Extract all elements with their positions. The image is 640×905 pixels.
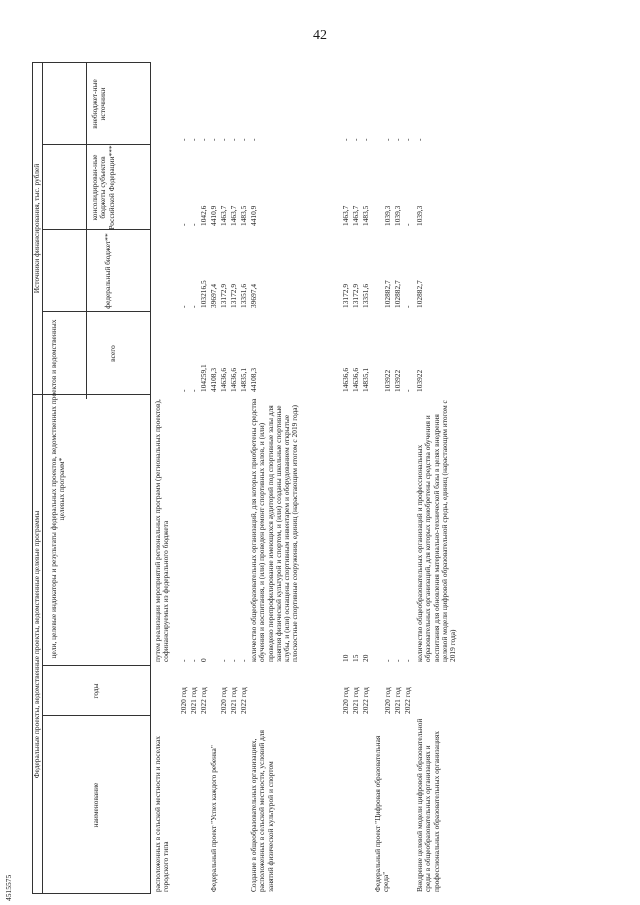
b2-federal: 13351,6 (239, 283, 248, 308)
continued-goal: путем реализации мероприятий региональных программ (региональных проектов), софинансируемых из федерального бюджета (153, 399, 171, 662)
b4-federal: - (403, 305, 412, 308)
page-number: 42 (313, 28, 327, 43)
b5-federal: 102882,7 (415, 280, 424, 308)
b4-total: 103922 (393, 369, 402, 392)
b3-federal-head: 39697,4 (249, 283, 258, 308)
b2-regional: 1483,5 (239, 205, 248, 226)
b4-total: 103922 (383, 369, 392, 392)
header-total: всего (108, 345, 117, 362)
b4-year: 2021 год (393, 687, 402, 714)
b3-goal: количество общеобразовательных организаций, для которых приобретены средства обучения и воспитания, и (или) проведен ремонт спортивных залов, и (или) проведено перепрофилирование имеющихся аудиторий под спортивные залы для занятия физической культурой и спортом, и (или) созданы школьные спортивные клубы, и (или) оснащены спортивным инвентарем и оборудованием открытые плоскостные спортивные сооружения, единиц (нарастающим итогом с 2019 года) (249, 398, 300, 662)
b1-goal-value: 0 (199, 658, 208, 662)
b2-total: 14636,6 (219, 367, 228, 392)
b1-federal: 103216,5 (199, 280, 208, 308)
continued-name: расположенных в сельской местности и поселках городского типа (153, 736, 171, 892)
b4-goal-value: - (393, 659, 402, 662)
b2-regional: 1463,7 (229, 205, 238, 226)
b3-extra: - (341, 138, 350, 141)
header-goals: цели, целевые индикаторы и результаты федеральных проектов, ведомственных проектов и ведомственных целевых программ* (49, 319, 67, 659)
rotated-table (32, 62, 624, 894)
b4-regional: 1039,3 (393, 205, 402, 226)
b4-year: 2022 год (403, 687, 412, 714)
b2-federal-head: 39697,4 (209, 283, 218, 308)
b2-total: 14835,1 (239, 367, 248, 392)
header-financing: Источники финансирования, тыс. рублей (32, 163, 41, 294)
b2-total-head: 44108,3 (209, 367, 218, 392)
b4-extra: - (383, 138, 392, 141)
b2-year: 2022 год (239, 687, 248, 714)
b2-federal: 13172,9 (229, 283, 238, 308)
b2-year: 2020 год (219, 687, 228, 714)
b1-total: - (179, 389, 188, 392)
b1-goal-value: - (179, 659, 188, 662)
b4-federal: 102882,7 (383, 280, 392, 308)
b3-goal-value: 20 (361, 654, 370, 662)
b4-goal-value: - (403, 659, 412, 662)
b3-federal: 13172,9 (341, 283, 350, 308)
b3-regional-head: 4410,9 (249, 205, 258, 226)
b1-extra: - (199, 138, 208, 141)
b5-goal: количество общеобразовательных организаций и профессиональных образовательных организаций, для которых приобретены средства обучения и воспитания для обновления материально-технической базы в целях внедрения целевой модели цифровой образовательной среды, единиц (нарастающим итогом с 2019 года) (415, 400, 458, 662)
b2-goal-value: - (229, 659, 238, 662)
b2-federal: 13172,9 (219, 283, 228, 308)
b3-federal: 13351,6 (361, 283, 370, 308)
b1-federal: - (189, 305, 198, 308)
b5-regional: 1039,3 (415, 205, 424, 226)
b3-extra: - (351, 138, 360, 141)
b4-extra: - (393, 138, 402, 141)
header-regional: консолидирован-ные бюджеты субъектов Российской Федерации*** (90, 145, 116, 230)
header-name: наименование (91, 782, 100, 828)
b3-goal-value: 15 (351, 654, 360, 662)
b1-total: 104259,1 (199, 364, 208, 392)
b3-total: 14835,1 (361, 367, 370, 392)
b1-extra: - (179, 138, 188, 141)
b1-goal-value: - (189, 659, 198, 662)
b4-extra: - (403, 138, 412, 141)
b3-total: 14636,6 (351, 367, 360, 392)
b3-regional: 1483,5 (361, 205, 370, 226)
b4-goal-value: - (383, 659, 392, 662)
b3-extra-head: - (249, 138, 258, 141)
b4-regional: 1039,3 (383, 205, 392, 226)
b3-federal: 13172,9 (351, 283, 360, 308)
b1-year-2: 2021 год (189, 687, 198, 714)
b3-year: 2020 год (341, 687, 350, 714)
b5-name: Внедрение целевой модели цифровой образовательной среды в общеобразовательных организациях и профессиональных образовательных организациях (415, 718, 441, 892)
b1-regional: - (189, 223, 198, 226)
b4-total: - (403, 389, 412, 392)
b1-total: - (189, 389, 198, 392)
b3-name: Создание в общеобразовательных организациях, расположенных в сельской местности, условий для занятий физической культурой и спортом (249, 730, 275, 892)
header-federal: федеральный бюджет** (103, 233, 112, 309)
b2-regional-head: 4410,9 (209, 205, 218, 226)
b1-regional: - (179, 223, 188, 226)
b1-year-3: 2022 год (199, 687, 208, 714)
b1-extra: - (189, 138, 198, 141)
b5-extra: - (415, 138, 424, 141)
b3-total-head: 44108,3 (249, 367, 258, 392)
b2-extra: - (229, 138, 238, 141)
b4-regional: - (403, 223, 412, 226)
document-id: 4515575 (4, 874, 13, 901)
b4-year: 2020 год (383, 687, 392, 714)
header-extra: внебюджет-ные источники (90, 79, 108, 129)
b2-extra: - (239, 138, 248, 141)
b2-goal-value: - (239, 659, 248, 662)
b2-name: Федеральный проект "Успех каждого ребенка" (209, 745, 218, 892)
b2-regional: 1463,7 (219, 205, 228, 226)
b4-federal: 102882,7 (393, 280, 402, 308)
b5-total: 103922 (415, 369, 424, 392)
b3-regional: 1463,7 (351, 205, 360, 226)
b2-goal-value: - (219, 659, 228, 662)
b3-extra: - (361, 138, 370, 141)
b3-total: 14636,6 (341, 367, 350, 392)
b3-goal-value: 10 (341, 654, 350, 662)
b2-extra-head: - (209, 138, 218, 141)
b3-year: 2022 год (361, 687, 370, 714)
b3-year: 2021 год (351, 687, 360, 714)
b2-extra: - (219, 138, 228, 141)
b2-year: 2021 год (229, 687, 238, 714)
b2-total: 14636,6 (229, 367, 238, 392)
b1-federal: - (179, 305, 188, 308)
header-years: годы (91, 683, 100, 699)
b1-regional: 1042,6 (199, 205, 208, 226)
b3-regional: 1463,7 (341, 205, 350, 226)
header-projects: Федеральные проекты, ведомственные проекты, ведомственные целевые программы (32, 510, 41, 779)
b4-name: Федеральный проект "Цифровая образовательная среда" (373, 735, 391, 892)
b1-year-1: 2020 год (179, 687, 188, 714)
